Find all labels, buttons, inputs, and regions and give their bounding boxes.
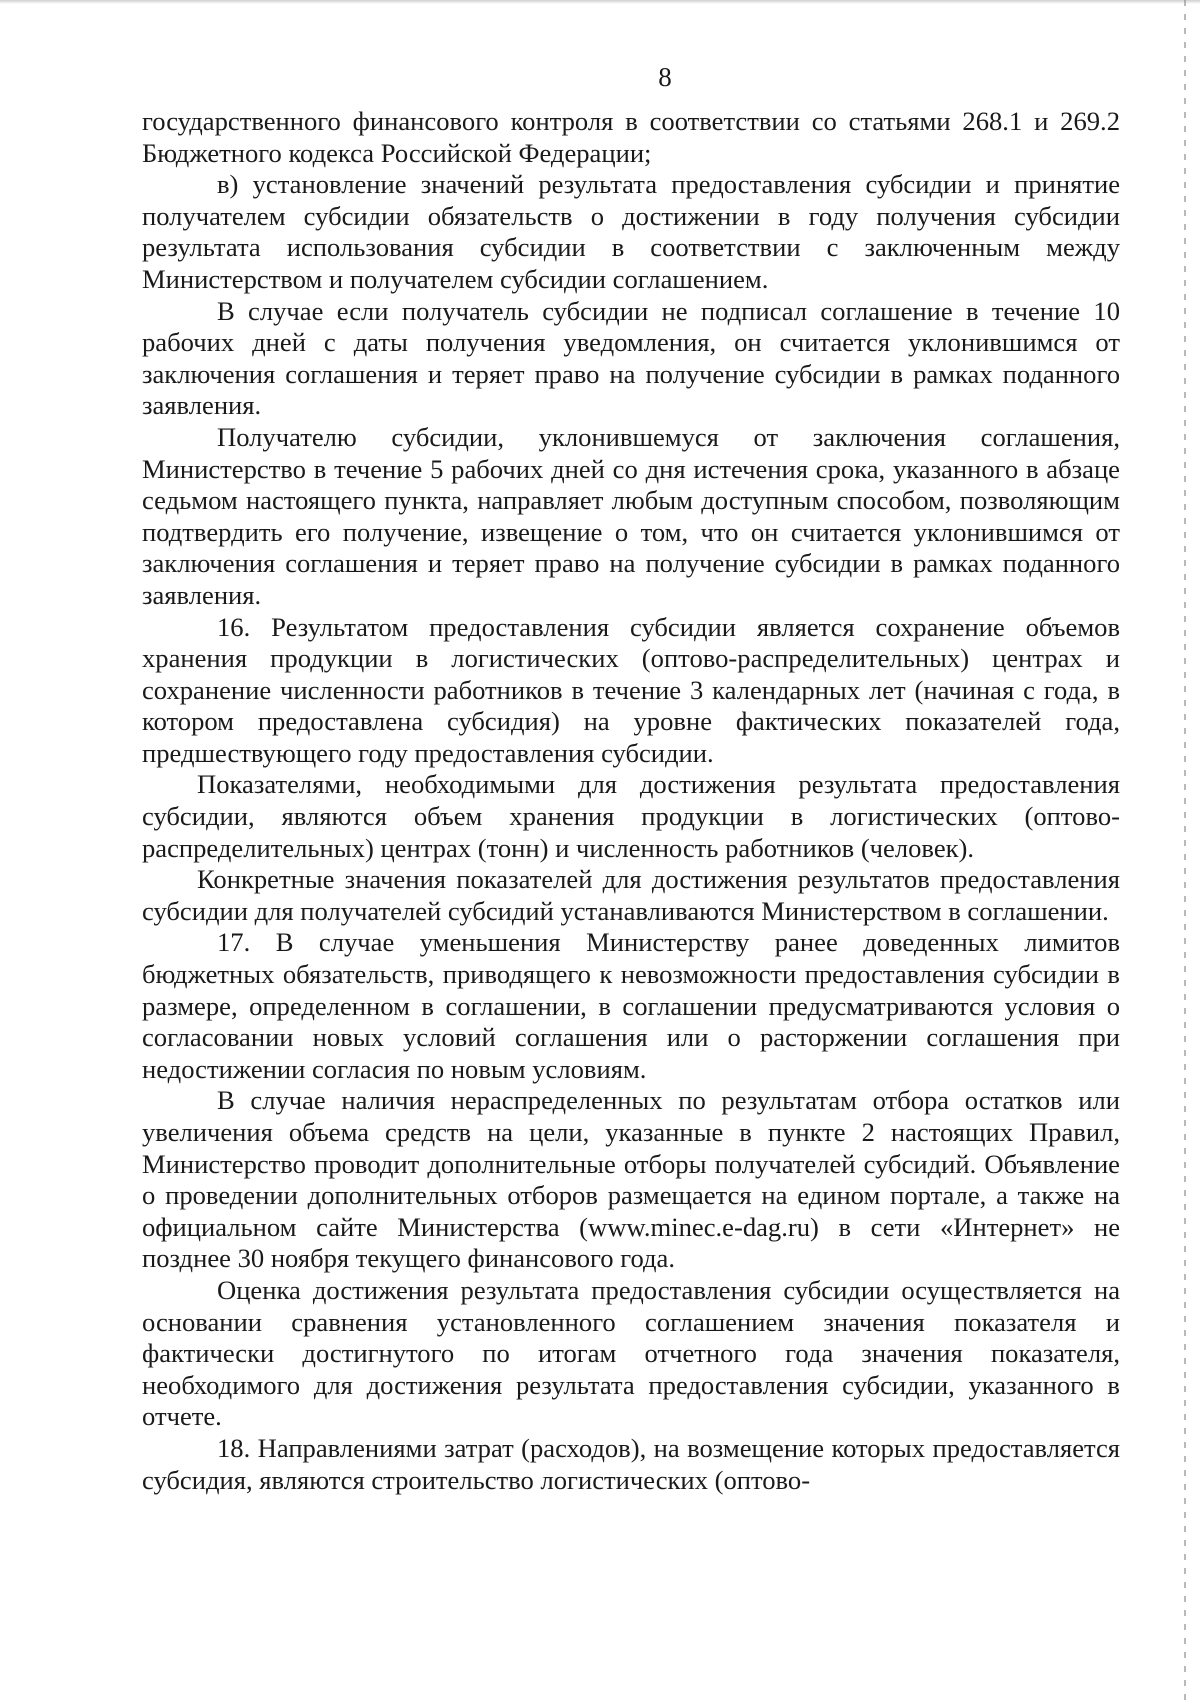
paragraph-indicator-values: Конкретные значения показателей для достижения результатов предоставления субсидии для получателей субсидий устанавливаются Министерством в соглашении. bbox=[142, 864, 1120, 926]
paragraph-evasion-notice: Получателю субсидии, уклонившемуся от заключения соглашения, Министерство в течение 5 рабочих дней со дня истечения срока, указанного в абзаце седьмом настоящего пункта, направляет любым доступным способом, позволяющим подтвердить его получение, извещение о том, что он считается уклонившимся от заключения соглашения и теряет право на получение субсидии в рамках поданного заявления. bbox=[142, 421, 1120, 610]
paragraph-not-signed: В случае если получатель субсидии не подписал соглашение в течение 10 рабочих дней с даты получения уведомления, он считается уклонившимся от заключения соглашения и теряет право на получение субсидии в рамках поданного заявления. bbox=[142, 295, 1120, 421]
paragraph-18-directions: 18. Направлениями затрат (расходов), на возмещение которых предоставляется субсидия, являются строительство логистических (оптово- bbox=[142, 1432, 1120, 1495]
document-body bbox=[142, 106, 1120, 1496]
scan-edge-top bbox=[0, 0, 1200, 4]
paragraph-item-v: в) установление значений результата предоставления субсидии и принятие получателем субсидии обязательств о достижении в году получения субсидии результата использования субсидии в соответствии с заключенным между Министерством и получателем субсидии соглашением. bbox=[142, 169, 1120, 294]
paragraph-17-limits: 17. В случае уменьшения Министерству ранее доведенных лимитов бюджетных обязательств, приводящего к невозможности предоставления субсидии в размере, определенном в соглашении, в соглашении предусматриваются условия о согласовании новых условий соглашения или о расторжении соглашения при недостижении согласия по новым условиям. bbox=[142, 927, 1120, 1084]
paragraph-indicators: Показателями, необходимыми для достижения результата предоставления субсидии, являются объем хранения продукции в логистических (оптово-распределительных) центрах (тонн) и численность работников (человек). bbox=[142, 769, 1120, 863]
page-number: 8 bbox=[658, 62, 672, 92]
scan-edge-right bbox=[1184, 0, 1186, 1708]
paragraph-16-result: 16. Результатом предоставления субсидии является сохранение объемов хранения продукции в логистических (оптово-распределительных) центрах и сохранение численности работников в течение 3 календарных лет (начиная с года, в котором предоставлена субсидия) на уровне фактических показателей года, предшествующего году предоставления субсидии. bbox=[142, 611, 1120, 768]
paragraph-additional-selection: В случае наличия нераспределенных по результатам отбора остатков или увеличения объема средств на цели, указанные в пункте 2 настоящих Правил, Министерство проводит дополнительные отборы получателей субсидий. Объявление о проведении дополнительных отборов размещается на едином портале, а также на официальном сайте Министерства (www.minec.e-dag.ru) в сети «Интернет» не позднее 30 ноября текущего финансового года. bbox=[142, 1085, 1120, 1274]
paragraph-continuation: государственного финансового контроля в соответствии со статьями 268.1 и 269.2 Бюджетного кодекса Российской Федерации; bbox=[142, 106, 1120, 168]
paragraph-evaluation: Оценка достижения результата предоставления субсидии осуществляется на основании сравнения установленного соглашением значения показателя и фактически достигнутого по итогам отчетного года значения показателя, необходимого для достижения результата предоставления субсидии, указанного в отчете. bbox=[142, 1274, 1120, 1432]
